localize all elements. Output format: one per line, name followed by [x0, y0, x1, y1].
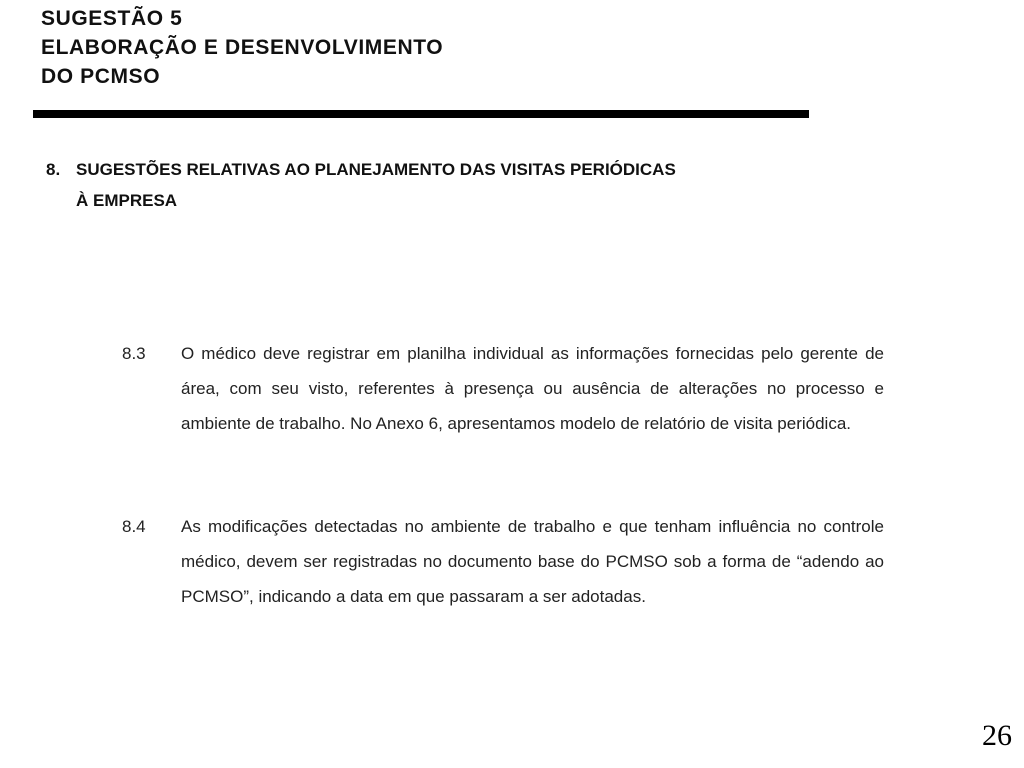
- item-number: 8.3: [122, 344, 146, 363]
- section-title-line2: À EMPRESA: [76, 191, 178, 210]
- list-item-8-4: [122, 509, 884, 614]
- header-divider: [33, 110, 809, 118]
- section-heading: [46, 154, 676, 216]
- page-number: 26: [982, 719, 1012, 752]
- section-title-line1: SUGESTÕES RELATIVAS AO PLANEJAMENTO DAS VISITAS PERIÓDICAS: [76, 160, 676, 179]
- header-line-pcmso: DO PCMSO: [41, 65, 161, 88]
- list-item-8-3: [122, 336, 884, 441]
- item-number: 8.4: [122, 517, 146, 536]
- header-line-elaboration: ELABORAÇÃO E DESENVOLVIMENTO: [41, 36, 444, 59]
- section-number: 8.: [46, 160, 61, 179]
- item-text: As modificações detectadas no ambiente de trabalho e que tenham influência no controle médico, devem ser registradas no documento base do PCMSO sob a forma de “adendo ao PCMSO”, indicando a data em que passaram a ser adotadas.: [181, 517, 884, 606]
- header-line-suggestion: SUGESTÃO 5: [41, 7, 183, 30]
- item-text: O médico deve registrar em planilha individual as informações fornecidas pelo gerente de área, com seu visto, referentes à presença ou ausência de alterações no processo e ambiente de trabalho. No Anexo 6, apresentamos modelo de relatório de visita periódica.: [181, 344, 884, 433]
- document-header: [41, 4, 443, 91]
